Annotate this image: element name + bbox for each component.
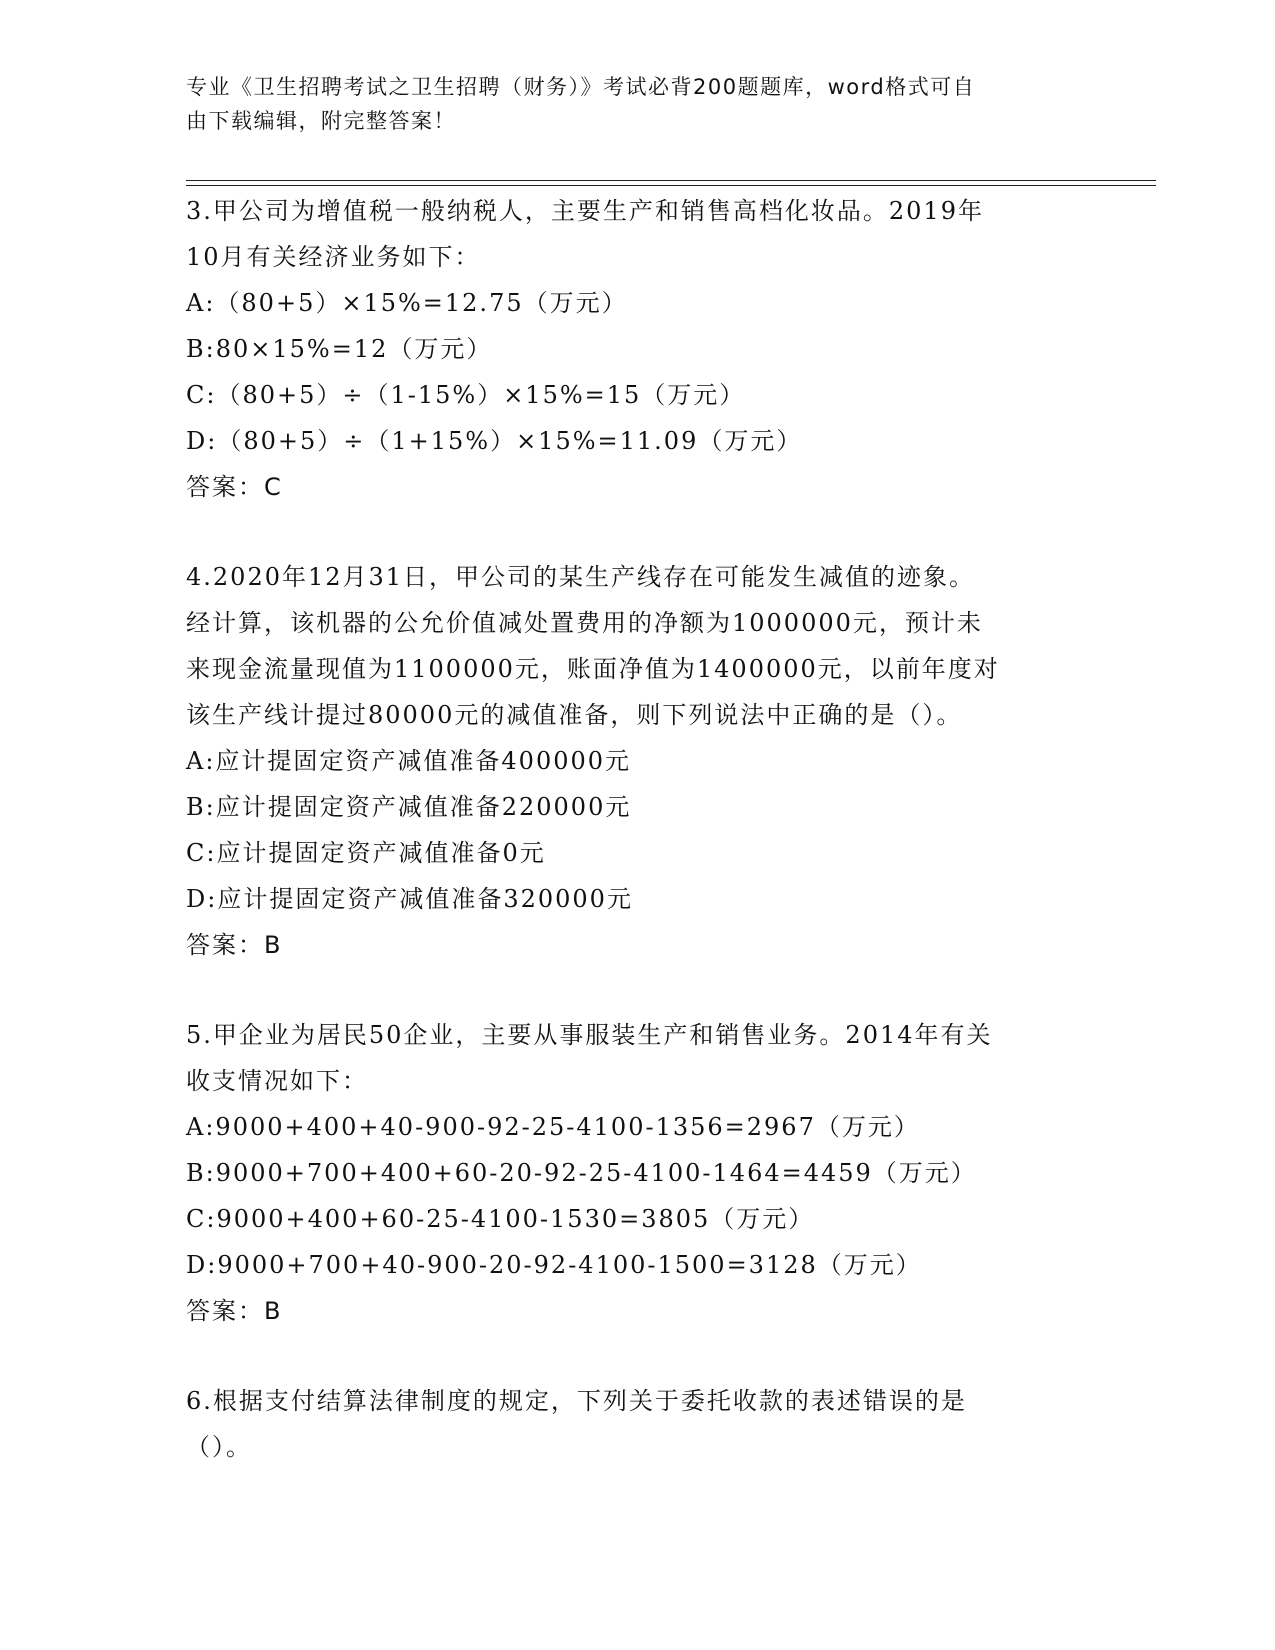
question-stem-line: 10月有关经济业务如下： [186,243,481,271]
answer-line: 答案：B [186,931,283,959]
answer-line: 答案：C [186,473,283,501]
document-header [186,70,1086,138]
question-stem-line: 收支情况如下： [186,1067,368,1095]
option-d: D:9000+700+40-900-20-92-4100-1500=3128（万元） [186,1251,922,1279]
question-stem-line: （）。 [186,1433,252,1461]
question-stem-line: 3.甲公司为增值税一般纳税人，主要生产和销售高档化妆品。2019年 [186,197,984,225]
header-divider-top [186,180,1156,181]
question-stem-line: 来现金流量现值为1100000元，账面净值为1400000元，以前年度对 [186,655,1000,683]
answer-line: 答案：B [186,1297,283,1325]
option-b: B:应计提固定资产减值准备220000元 [186,793,632,821]
header-line-2: 由下载编辑，附完整答案！ [186,109,456,133]
question-list [186,188,1086,1514]
option-a: A:9000+400+40-900-92-25-4100-1356=2967（万元） [186,1113,920,1141]
question-stem-line: 经计算，该机器的公允价值减处置费用的净额为1000000元，预计未 [186,609,983,637]
option-b: B:9000+700+400+60-20-92-25-4100-1464=4459（万元） [186,1159,977,1187]
question-stem-line: 5.甲企业为居民50企业，主要从事服装生产和销售业务。2014年有关 [186,1021,993,1049]
question-stem-line: 6.根据支付结算法律制度的规定，下列关于委托收款的表述错误的是 [186,1387,967,1415]
option-c: C:9000+400+60-25-4100-1530=3805（万元） [186,1205,815,1233]
question-3 [186,188,1086,510]
option-d: D:（80+5）÷（1+15%）×15%=11.09（万元） [186,427,803,455]
option-a: A:应计提固定资产减值准备400000元 [186,747,632,775]
option-d: D:应计提固定资产减值准备320000元 [186,885,633,913]
question-stem-line: 该生产线计提过80000元的减值准备，则下列说法中正确的是（）。 [186,701,963,729]
option-b: B:80×15%=12（万元） [186,335,493,363]
question-stem-line: 4.2020年12月31日，甲公司的某生产线存在可能发生减值的迹象。 [186,563,976,591]
option-c: C:（80+5）÷（1-15%）×15%=15（万元） [186,381,746,409]
option-a: A:（80+5）×15%=12.75（万元） [186,289,628,317]
header-line-1: 专业《卫生招聘考试之卫生招聘（财务）》考试必背200题题库，word格式可自 [186,75,976,99]
option-c: C:应计提固定资产减值准备0元 [186,839,546,867]
question-5 [186,1012,1086,1334]
question-4 [186,554,1086,968]
header-divider-bottom [186,185,1156,186]
question-6 [186,1378,1086,1470]
